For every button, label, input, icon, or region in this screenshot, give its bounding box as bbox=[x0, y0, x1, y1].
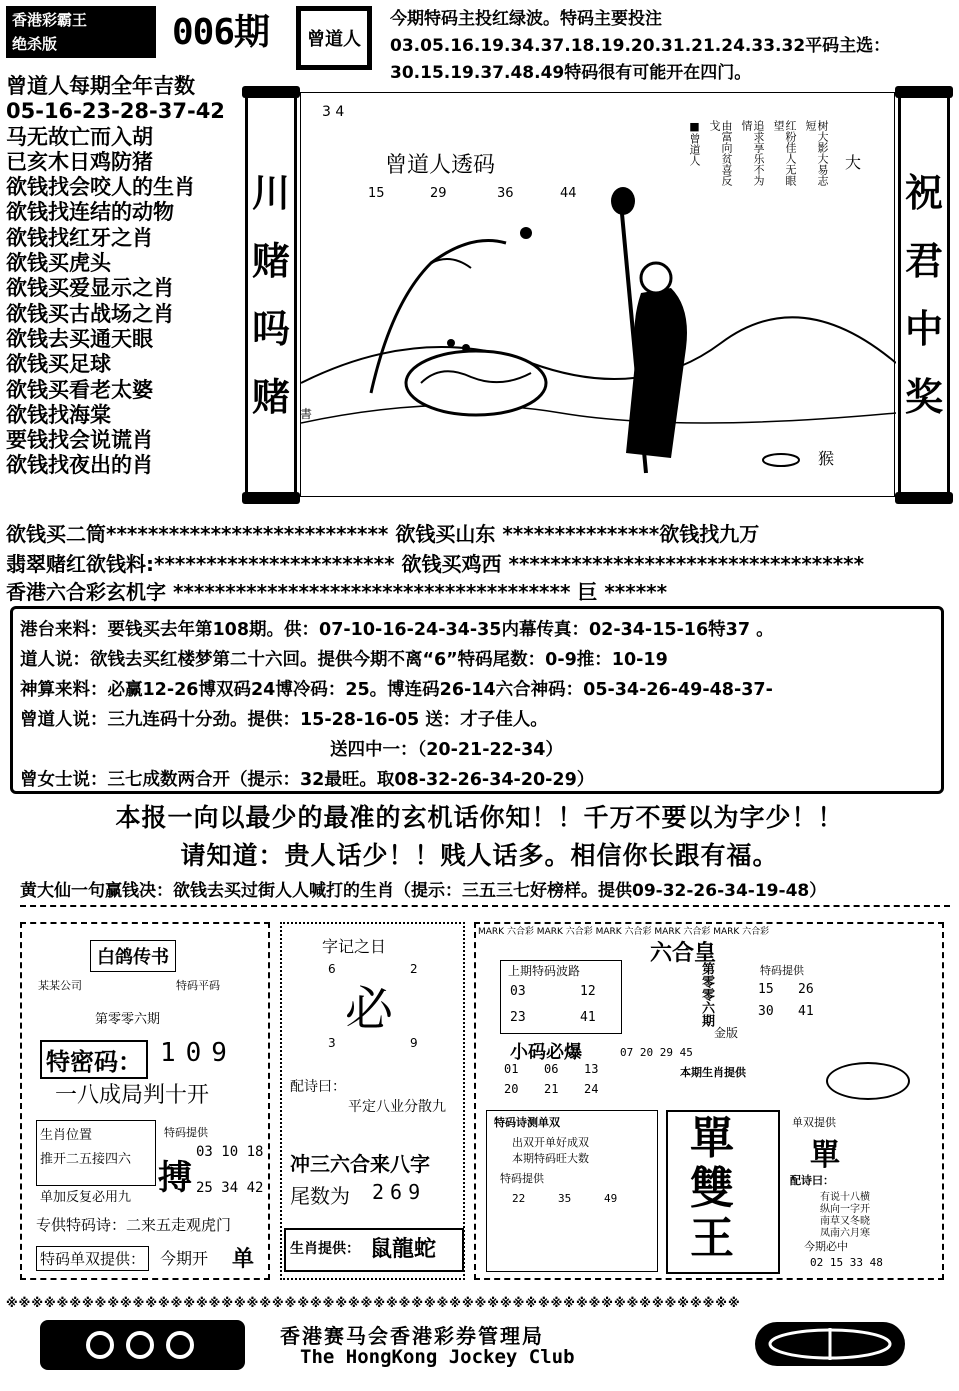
list-item: 05-16-23-28-37-42 bbox=[6, 99, 225, 124]
king-char: 單 bbox=[690, 1113, 734, 1164]
pigeon-left-note: 某某公司 bbox=[38, 979, 82, 992]
logo-pattern-icon bbox=[40, 1320, 245, 1370]
poem-column: 由富向贫喜反戈 bbox=[708, 120, 733, 186]
info-line: 神算来料：必赢12-26博双码24博冷码：25。博连码26-14六合神码：05-34-26-49-48-37- bbox=[20, 680, 773, 700]
word-day-num: 3 bbox=[328, 1036, 336, 1050]
list-item: 欲钱找红牙之肖 bbox=[6, 225, 153, 250]
slogan-line: 请知道：贵人话少！！贱人话多。相信你长跟有福。 bbox=[180, 841, 779, 870]
list-item: 欲钱找海棠 bbox=[6, 402, 111, 427]
poem-box-line: 本期特码旺大数 bbox=[512, 1152, 589, 1165]
liuhe-title: 六合皇 bbox=[650, 940, 717, 966]
header-intro: 今期特码主投红绿波。特码主要投注03.05.16.19.34.37.18.19.20.31.21.24.33.32平码主选：30.15.19.37.48.49特码很有可能开在四门。 bbox=[390, 9, 891, 83]
list-item: 曾道人每期全年吉数 bbox=[6, 74, 195, 98]
poem-column: 红粉佳人无眼望 bbox=[772, 120, 797, 186]
word-day-poem: 平定八业分散九 bbox=[348, 1099, 446, 1115]
info-line: 道人说：欲钱去买红楼梦第二十六回。提供今期不离“6”特码尾数：0-9推：10-19 bbox=[20, 650, 668, 670]
liuhe-period: 第零零六期 bbox=[699, 962, 714, 1027]
liuhe-special-label: 特码提供 bbox=[760, 964, 804, 977]
mark-band: MARK 六合彩 MARK 六合彩 MARK 六合彩 MARK 六合彩 MARK 六合彩 bbox=[478, 927, 770, 937]
right-poem-line: 凤南六月寒 bbox=[820, 1228, 870, 1239]
scroll-char: 吗 bbox=[251, 306, 290, 351]
list-item: 欲钱买足球 bbox=[6, 352, 111, 377]
info-line: 送四中一：（20-21-22-34） bbox=[330, 740, 563, 760]
illustration-number: 44 bbox=[560, 186, 577, 201]
poem-column: ■曾道人 bbox=[688, 120, 701, 166]
small-number: 24 bbox=[584, 1082, 599, 1096]
liuhe-special-number: 26 bbox=[798, 982, 814, 997]
right-poem-line: 有说十八横 bbox=[820, 1192, 870, 1203]
list-item: 欲钱找会咬人的生肖 bbox=[6, 175, 195, 200]
footer-english-name: The HongKong Jockey Club bbox=[300, 1346, 575, 1368]
special-code-label: 特密码： bbox=[40, 1040, 148, 1079]
zodiac-provide-value: 鼠龍蛇 bbox=[370, 1236, 437, 1262]
lucky-line: 07 20 29 45 bbox=[620, 1046, 693, 1059]
scroll-char: 赌 bbox=[251, 374, 290, 419]
pigeon-right-note: 特码平码 bbox=[176, 979, 220, 992]
liuhe-seal-icon bbox=[826, 1062, 910, 1100]
info-line: 港台来料：要钱买去年第108期。供：07-10-16-24-34-35内幕传真：02-34-15-16特37 。 bbox=[20, 620, 774, 640]
single-value: 今期开 bbox=[160, 1249, 209, 1268]
illustration-number: 15 bbox=[368, 186, 385, 201]
right-note: 今期必中 bbox=[804, 1240, 848, 1253]
star-line: 香港六合彩玄机字 ************************************** 巨 ****** bbox=[6, 580, 668, 604]
single-result: 单 bbox=[232, 1246, 255, 1272]
footer-chinese-name: 香港赛马会香港彩券管理局 bbox=[280, 1324, 544, 1348]
scroll-char: 川 bbox=[251, 170, 290, 215]
info-line: 曾道人说：三九连码十分劲。提供：15-28-16-05 送：才子佳人。 bbox=[20, 710, 548, 730]
zodiac-provide-label: 生肖提供： bbox=[290, 1241, 360, 1257]
scroll-char: 君 bbox=[904, 238, 943, 283]
list-item: 欲钱买爱显示之肖 bbox=[6, 276, 174, 301]
king-char: 雙 bbox=[690, 1163, 734, 1214]
header-logo-line: 绝杀版 bbox=[12, 35, 58, 53]
scroll-char: 奖 bbox=[904, 374, 943, 419]
liuhe-tag: 金版 bbox=[714, 1026, 739, 1040]
star-line: 欲钱买二筒*************************** 欲钱买山东 ***************欲钱找九万 bbox=[6, 522, 760, 546]
pigeon-poem: 专供特码诗：二来五走观虎门 bbox=[36, 1216, 232, 1234]
huang-daxian-line: 黄大仙一句赢钱决：欲钱去买过街人人喊打的生肖（提示：三五三七好榜样。提供09-32-26-34-19-48） bbox=[20, 876, 950, 907]
judge-line: 一八成局判十开 bbox=[55, 1083, 210, 1108]
word-day-char: 必 bbox=[345, 981, 394, 1037]
small-number: 06 bbox=[544, 1062, 559, 1076]
chong-line: 冲三六合来八字 bbox=[290, 1152, 430, 1176]
illustration-side-text: 書 bbox=[300, 407, 313, 421]
provide-numbers: 25 34 42 bbox=[196, 1180, 264, 1196]
scroll-char: 赌 bbox=[251, 238, 290, 283]
poem-column: 树大影大易志短 bbox=[804, 120, 829, 186]
special-code-value: 109 bbox=[160, 1038, 237, 1068]
list-item: 欲钱找连结的动物 bbox=[6, 200, 174, 225]
poem-box-number: 35 bbox=[558, 1192, 572, 1205]
poem-column: 追求享乐不为情 bbox=[740, 120, 765, 186]
jockey-club-logo-right bbox=[755, 1322, 905, 1366]
zodiac-line: 单加反复必用九 bbox=[40, 1190, 132, 1205]
footer-star-band: ※※※※※※※※※※※※※※※※※※※※※※※※※※※※※※※※※※※※※※※※※※※※※※※※※※※※※※※※※※ bbox=[6, 1296, 741, 1310]
word-day-num: 9 bbox=[410, 1036, 418, 1050]
small-number: 20 bbox=[504, 1082, 519, 1096]
single-label: 特码单双提供： bbox=[36, 1246, 149, 1271]
tail-value: 269 bbox=[372, 1180, 427, 1204]
zodiac-title: 生肖位置 bbox=[40, 1128, 93, 1143]
scroll-char: 中 bbox=[904, 306, 943, 351]
poem-box-number: 49 bbox=[604, 1192, 618, 1205]
illustration-monkey-char: 猴 bbox=[818, 449, 835, 468]
small-code-label: 小码必爆 bbox=[510, 1042, 582, 1063]
list-item: 已亥木日鸡防猪 bbox=[6, 149, 153, 174]
right-scroll bbox=[898, 95, 950, 495]
list-item: 欲钱买虎头 bbox=[6, 251, 111, 276]
last-number: 12 bbox=[580, 984, 596, 999]
left-scroll bbox=[245, 95, 297, 495]
word-day-num: 2 bbox=[410, 962, 418, 976]
slogan-line: 本报一向以最少的最准的玄机话你知！！千万不要以为字少！！ bbox=[115, 803, 844, 832]
issue-number: 006期 bbox=[172, 12, 270, 53]
right-poem-label: 配诗曰： bbox=[790, 1174, 834, 1187]
word-day-title: 字记之日 bbox=[322, 937, 387, 956]
header-logo bbox=[6, 6, 156, 58]
last-number: 23 bbox=[510, 1010, 526, 1025]
small-number: 21 bbox=[544, 1082, 559, 1096]
list-item: 要钱找会说谎肖 bbox=[6, 428, 153, 453]
right-top-label: 单双提供 bbox=[792, 1116, 836, 1129]
illustration-poem bbox=[648, 120, 828, 195]
left-clue-list bbox=[6, 74, 251, 479]
liuhe-special-number: 41 bbox=[798, 1004, 814, 1019]
last-number: 03 bbox=[510, 984, 526, 999]
header-logo-line: 香港彩霸王 bbox=[12, 11, 88, 29]
illustration-top-numbers: 3 4 bbox=[322, 104, 345, 120]
scroll-char: 祝 bbox=[904, 170, 943, 215]
poem-box-label: 特码诗测单双 bbox=[494, 1116, 560, 1129]
small-number: 13 bbox=[584, 1062, 599, 1076]
info-line: 曾女士说：三七成数两合开（提示：32最旺。取08-32-26-34-20-29） bbox=[20, 770, 595, 790]
illustration-number: 36 bbox=[497, 186, 514, 201]
logo-emblem-icon bbox=[755, 1322, 905, 1366]
liuhe-special-number: 15 bbox=[758, 982, 774, 997]
poem-box-provide-label: 特码提供 bbox=[500, 1172, 544, 1185]
list-item: 欲钱买古战场之肖 bbox=[6, 301, 174, 326]
tail-label: 尾数为 bbox=[290, 1184, 350, 1208]
illustration-number: 29 bbox=[430, 186, 447, 201]
bo-char: 搏 bbox=[158, 1158, 192, 1198]
last-label: 上期特码波路 bbox=[508, 964, 581, 978]
illustration-big-char: 大 bbox=[845, 153, 862, 172]
word-day-poem-label: 配诗曰： bbox=[290, 1079, 346, 1095]
liuhe-zodiac-label: 本期生肖提供 bbox=[680, 1066, 746, 1079]
right-big-char: 單 bbox=[810, 1138, 840, 1173]
small-number: 01 bbox=[504, 1062, 519, 1076]
list-item: 欲钱去买通天眼 bbox=[6, 326, 153, 351]
right-poem-line: 纵向一字开 bbox=[820, 1204, 870, 1215]
poem-box-number: 22 bbox=[512, 1192, 526, 1205]
last-number: 41 bbox=[580, 1010, 596, 1025]
zodiac-line: 推开二五接四六 bbox=[40, 1152, 132, 1167]
right-numbers: 02 15 33 48 bbox=[810, 1256, 883, 1269]
provide-numbers: 03 10 18 bbox=[196, 1144, 264, 1160]
provide-title: 特码提供 bbox=[164, 1126, 208, 1139]
pigeon-title: 白鸽传书 bbox=[90, 940, 176, 972]
list-item: 欲钱找夜出的肖 bbox=[6, 453, 153, 478]
list-item: 欲钱买看老太婆 bbox=[6, 377, 153, 402]
poem-box-line: 出双开单好成双 bbox=[512, 1136, 589, 1149]
pigeon-period: 第零零六期 bbox=[95, 1012, 161, 1027]
star-line: 翡翠赌红欲钱料:*********************** 欲钱买鸡西 ********************************** bbox=[6, 552, 865, 576]
right-poem-line: 南草又冬晓 bbox=[820, 1216, 870, 1227]
king-char: 王 bbox=[690, 1213, 734, 1264]
liuhe-special-number: 30 bbox=[758, 1004, 774, 1019]
list-item: 马无故亡而入胡 bbox=[6, 124, 153, 149]
seal-stamp: 曾道人 bbox=[296, 6, 372, 70]
word-day-num: 6 bbox=[328, 962, 336, 976]
jockey-club-logo-left bbox=[40, 1320, 245, 1370]
illustration-title: 曾道人透码 bbox=[385, 153, 496, 178]
